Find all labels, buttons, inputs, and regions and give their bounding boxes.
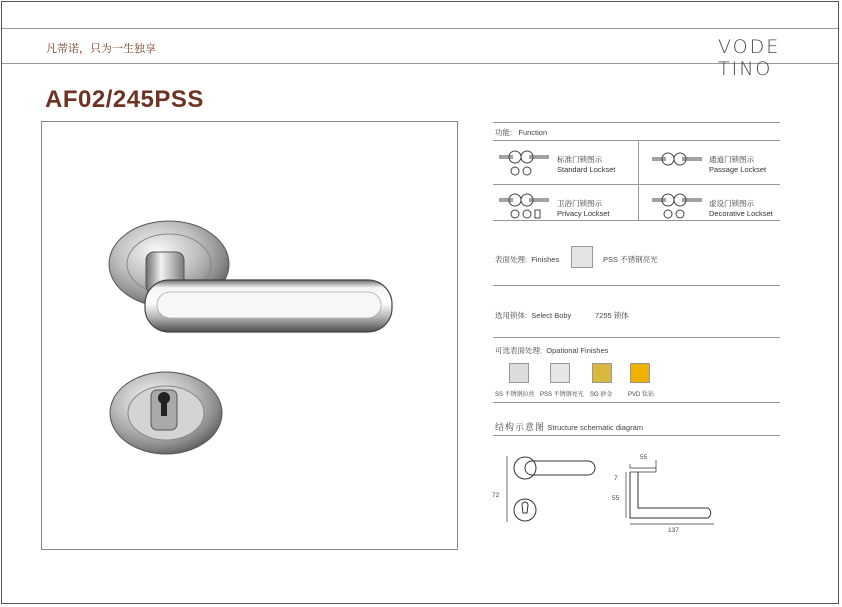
function-passage: 通道门锁图示 Passage Lockset	[709, 155, 767, 174]
product-model-title: AF02/245PSS	[45, 86, 204, 113]
function-privacy: 卫浴门锁图示 Privacy Lockset	[557, 199, 610, 218]
body-label: 选用锁体: Select Boby	[495, 311, 572, 320]
swatch-sg-label: SG 砂金	[590, 392, 613, 398]
rule-2	[493, 140, 780, 141]
finishes-value: PSS 不锈钢亮光	[603, 255, 658, 264]
header-top-rule	[2, 28, 838, 29]
function-label: 功能: Function	[495, 128, 548, 137]
dim-thickness: 7	[614, 475, 618, 482]
header-bottom-rule	[2, 63, 838, 64]
swatch-pss	[550, 363, 570, 383]
function-decorative: 虚设门锁图示 Decorative Lockset	[709, 199, 773, 218]
finish-swatch	[571, 246, 593, 268]
standard-lockset-icon	[497, 149, 555, 179]
swatch-pvd	[630, 363, 650, 383]
dim-length: 137	[668, 527, 679, 534]
finishes-label: 表面处理: Finishes	[495, 255, 560, 264]
swatch-ss	[509, 363, 529, 383]
swatch-pss-label: PSS 不锈钢亮光	[540, 392, 584, 398]
product-photo	[41, 121, 458, 550]
brand-logo: VODE TINO	[718, 36, 781, 80]
function-standard: 标准门锁图示 Standard Lockset	[557, 155, 616, 174]
structure-diagram	[490, 448, 780, 538]
swatch-sg	[592, 363, 612, 383]
optional-finishes-label: 可选表面处理: Opational Finishes	[495, 346, 609, 355]
rule-1	[493, 122, 780, 123]
decorative-lockset-icon	[650, 192, 706, 222]
dim-top-width: 55	[640, 454, 648, 461]
dim-depth: 55	[612, 495, 620, 502]
swatch-pvd-label: PVD 钛钻	[628, 392, 655, 398]
swatch-ss-label: SS 不锈钢拉丝	[495, 392, 535, 398]
door-handle-image	[42, 122, 457, 549]
passage-lockset-icon	[650, 149, 706, 173]
dim-rose-height: 72	[492, 492, 500, 499]
privacy-lockset-icon	[497, 192, 555, 222]
body-value: 7255 锁体	[595, 311, 629, 320]
structure-label: 结构示意图 Structure schematic diagram	[495, 422, 643, 432]
slogan: 凡蒂诺，只为一生独享	[46, 43, 156, 55]
